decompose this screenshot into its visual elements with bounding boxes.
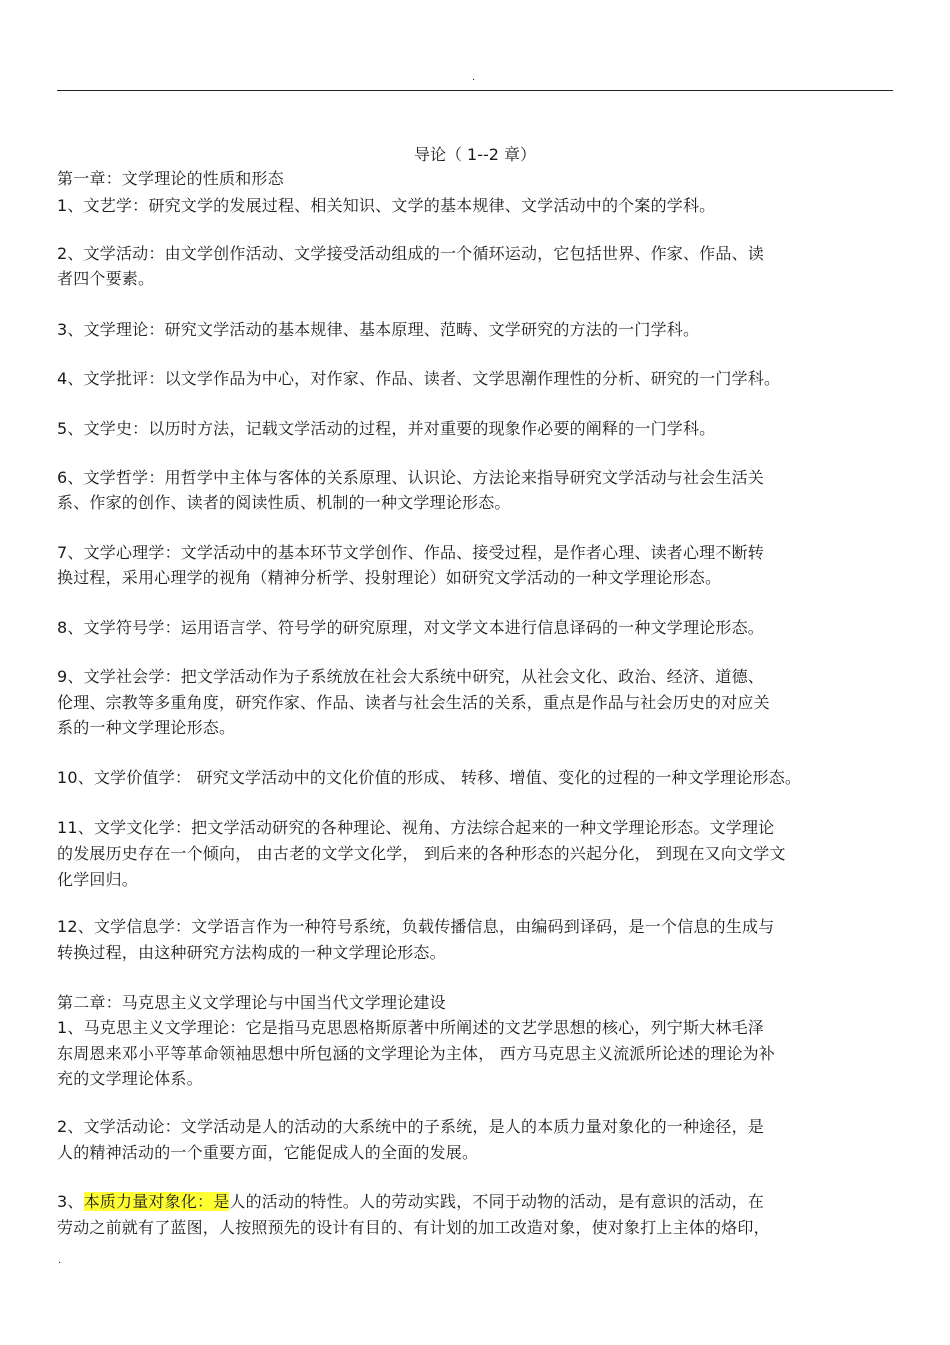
ch2-item3-line2: 劳动之前就有了蓝图，人按照预先的设计有目的、有计划的加工改造对象，使对象打上主体的烙印， [57,1218,770,1237]
ch1-item3-line1: 3、文学理论：研究文学活动的基本规律、基本原理、范畴、文学研究的方法的一门学科。 [57,320,700,339]
ch1-item9-line3: 系的一种文学理论形态。 [57,718,236,737]
chapter2-heading: 第二章：马克思主义文学理论与中国当代文学理论建设 [57,993,446,1012]
ch2-item3-prefix: 3、 [57,1192,84,1211]
ch2-item2-line2: 人的精神活动的一个重要方面，它能促成人的全面的发展。 [57,1143,479,1162]
ch1-item12-line2: 转换过程，由这种研究方法构成的一种文学理论形态。 [57,943,446,962]
header-rule [57,90,893,91]
ch1-item2-line2: 者四个要素。 [57,269,155,288]
ch1-item9-line1: 9、文学社会学：把文学活动作为子系统放在社会大系统中研究，从社会文化、政治、经济、道德、 [57,667,764,686]
ch1-item6-line1: 6、文学哲学：用哲学中主体与客体的关系原理、认识论、方法论来指导研究文学活动与社会生活关 [57,468,764,487]
ch2-item3-line1 [57,1189,764,1212]
page-marker-bottom: . [58,1255,62,1266]
ch2-item1-line2: 东周恩来邓小平等革命领袖思想中所包涵的文学理论为主体， 西方马克思主义流派所论述的理论为补 [57,1044,776,1063]
document-title: 导论（ 1--2 章） [413,145,537,164]
chapter1-heading: 第一章：文学理论的性质和形态 [57,169,284,188]
ch1-item11-line1: 11、文学文化学：把文学活动研究的各种理论、视角、方法综合起来的一种文学理论形态。文学理论 [57,818,775,837]
ch2-item3-rest: 人的活动的特性。人的劳动实践，不同于动物的活动，是有意识的活动，在 [229,1192,765,1211]
ch1-item8-line1: 8、文学符号学：运用语言学、符号学的研究原理，对文学文本进行信息译码的一种文学理论形态。 [57,618,764,637]
page-marker-top: . [472,72,476,83]
ch1-item7-line2: 换过程，采用心理学的视角（精神分析学、投射理论）如研究文学活动的一种文学理论形态。 [57,568,722,587]
ch1-item10-line1: 10、文学价值学： 研究文学活动中的文化价值的形成、 转移、增值、变化的过程的一种文学理论形态。 [57,768,802,787]
ch1-item6-line2: 系、作家的创作、读者的阅读性质、机制的一种文学理论形态。 [57,493,511,512]
ch1-item2-line1: 2、文学活动：由文学创作活动、文学接受活动组成的一个循环运动，它包括世界、作家、作品、读 [57,244,764,263]
ch2-item1-line3: 充的文学理论体系。 [57,1069,203,1088]
ch1-item9-line2: 伦理、宗教等多重角度，研究作家、作品、读者与社会生活的关系，重点是作品与社会历史的对应关 [57,693,770,712]
ch1-item11-line3: 化学回归。 [57,870,139,889]
ch1-item1-line1: 1、文艺学：研究文学的发展过程、相关知识、文学的基本规律、文学活动中的个案的学科。 [57,196,716,215]
ch2-item1-line1: 1、马克思主义文学理论：它是指马克思恩格斯原著中所阐述的文艺学思想的核心，列宁斯大林毛泽 [57,1018,764,1037]
ch1-item7-line1: 7、文学心理学：文学活动中的基本环节文学创作、作品、接受过程，是作者心理、读者心理不断转 [57,543,764,562]
ch1-item12-line1: 12、文学信息学：文学语言作为一种符号系统，负载传播信息，由编码到译码，是一个信息的生成与 [57,917,775,936]
ch1-item4-line1: 4、文学批评：以文学作品为中心，对作家、作品、读者、文学思潮作理性的分析、研究的一门学科。 [57,369,781,388]
highlighted-term: 本质力量对象化：是 [83,1192,230,1211]
ch1-item11-line2: 的发展历史存在一个倾向， 由古老的文学文化学， 到后来的各种形态的兴起分化， 到现在又向文学文 [57,844,786,863]
ch1-item5-line1: 5、文学史：以历时方法，记载文学活动的过程，并对重要的现象作必要的阐释的一门学科。 [57,419,716,438]
ch2-item2-line1: 2、文学活动论：文学活动是人的活动的大系统中的子系统，是人的本质力量对象化的一种途径，是 [57,1117,764,1136]
